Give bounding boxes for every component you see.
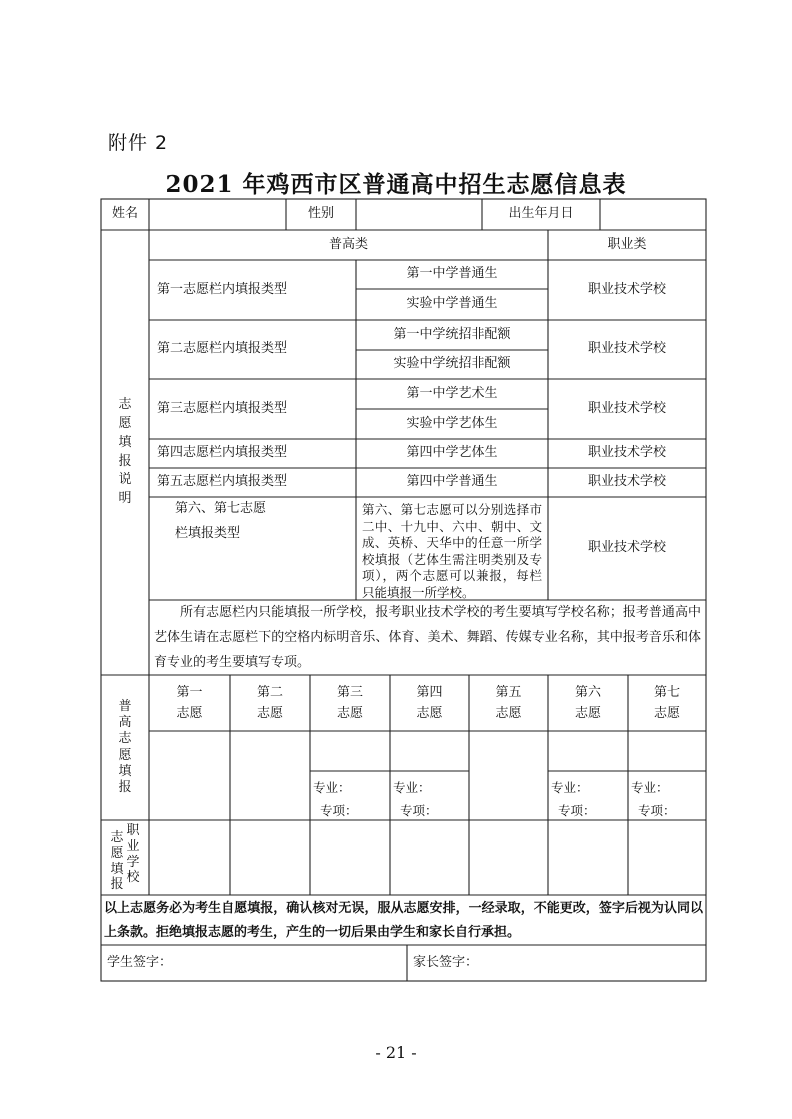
choice-type-5: 第五志愿栏内填报类型 xyxy=(157,474,288,490)
gender-label: 性别 xyxy=(307,206,334,222)
regular-choice-6-field[interactable] xyxy=(548,731,628,771)
vocational-choice-5-field[interactable] xyxy=(469,820,548,895)
attachment-label: 附件 2 xyxy=(108,132,169,154)
regular-column-header: 普高类 xyxy=(328,236,368,252)
choice-6-7-regular-note: 第六、第七志愿可以分别选择市二中、十九中、六中、朝中、文成、英桥、天华中的任意一所学校填报（艺体生需注明类别及专项），两个志愿可以兼报，每栏只能填报一所学校。 xyxy=(362,502,542,600)
choice-column-header-3: 第三 志愿 xyxy=(336,684,363,721)
choice-7-major-label: 专业： xyxy=(631,780,669,795)
general-note: 所有志愿栏内只能填报一所学校，报考职业技术学校的考生要填写学校名称；报考普通高中艺体生请在志愿栏下的空格内标明音乐、体育、美术、舞蹈、传媒专业名称，其中报考音乐和体育专业的考生要填写专项。 xyxy=(154,605,701,670)
choice-4-vocational: 职业技术学校 xyxy=(587,445,666,461)
choice-1-vocational: 职业技术学校 xyxy=(587,281,666,297)
choice-type-4: 第四志愿栏内填报类型 xyxy=(157,445,288,461)
vocational-choice-7-field[interactable] xyxy=(628,820,706,895)
regular-fill-section-label: 普 高 志 愿 填 报 xyxy=(118,698,132,795)
choice-column-header-5: 第五 志愿 xyxy=(495,684,522,721)
choice-4-item-label: 专项： xyxy=(400,803,438,818)
choice-3-item-label: 专项： xyxy=(320,803,358,818)
page-number: - 21 - xyxy=(375,1043,417,1062)
vocational-fill-section-label: 志 愿 填 报 职 业 学 校 xyxy=(110,823,140,893)
choice-type-6-7: 第六、第七志愿 栏填报类型 xyxy=(175,501,267,541)
choice-2-regular-a: 第一中学统招非配额 xyxy=(393,326,511,342)
choice-5-vocational: 职业技术学校 xyxy=(587,474,666,490)
student-signature[interactable]: 学生签字： xyxy=(107,954,173,970)
choice-column-header-6: 第六 志愿 xyxy=(574,684,601,721)
name-field[interactable] xyxy=(149,199,286,230)
regular-choice-5-field[interactable] xyxy=(469,731,548,820)
choice-7-item-label: 专项： xyxy=(638,803,676,818)
instructions-section-label: 志 愿 填 报 说 明 xyxy=(118,396,132,507)
choice-type-3: 第三志愿栏内填报类型 xyxy=(157,400,288,416)
choice-6-major-label: 专业： xyxy=(551,780,589,795)
choice-1-regular-a: 第一中学普通生 xyxy=(406,266,498,282)
birth-field[interactable] xyxy=(600,199,706,230)
choice-3-regular-a: 第一中学艺术生 xyxy=(406,385,498,401)
regular-choice-1-field[interactable] xyxy=(149,731,230,820)
vocational-choice-3-field[interactable] xyxy=(310,820,390,895)
choice-column-header-7: 第七 志愿 xyxy=(653,684,680,721)
regular-choice-2-field[interactable] xyxy=(230,731,310,820)
vocational-choice-2-field[interactable] xyxy=(230,820,310,895)
form-title: 2021 年鸡西市区普通高中招生志愿信息表 xyxy=(165,171,627,198)
gender-field[interactable] xyxy=(356,199,482,230)
choice-column-header-1: 第一 志愿 xyxy=(176,684,203,721)
vocational-choice-6-field[interactable] xyxy=(548,820,628,895)
choice-1-regular-b: 实验中学普通生 xyxy=(406,296,498,312)
choice-2-vocational: 职业技术学校 xyxy=(587,341,666,357)
parent-signature[interactable]: 家长签字： xyxy=(413,954,479,970)
choice-6-item-label: 专项： xyxy=(558,803,596,818)
regular-choice-3-field[interactable] xyxy=(310,731,390,771)
choice-3-vocational: 职业技术学校 xyxy=(587,400,666,416)
choice-3-regular-b: 实验中学艺体生 xyxy=(406,415,498,431)
birth-label: 出生年月日 xyxy=(508,206,574,222)
choice-4-regular: 第四中学艺体生 xyxy=(406,445,498,461)
name-label: 姓名 xyxy=(111,206,138,222)
choice-6-7-vocational: 职业技术学校 xyxy=(587,540,666,556)
regular-choice-7-field[interactable] xyxy=(628,731,706,771)
declaration-text: 以上志愿务必为考生自愿填报，确认核对无误，服从志愿安排，一经录取，不能更改，签字后视为认同以上条款。拒绝填报志愿的考生，产生的一切后果由学生和家长自行承担。 xyxy=(104,901,703,940)
regular-choice-4-field[interactable] xyxy=(390,731,469,771)
choice-column-header-4: 第四 志愿 xyxy=(416,684,443,721)
choice-type-1: 第一志愿栏内填报类型 xyxy=(157,281,288,297)
choice-5-regular: 第四中学普通生 xyxy=(406,474,498,490)
choice-3-major-label: 专业： xyxy=(313,780,351,795)
vocational-column-header: 职业类 xyxy=(607,236,647,252)
choice-type-2: 第二志愿栏内填报类型 xyxy=(157,341,288,357)
vocational-choice-4-field[interactable] xyxy=(390,820,469,895)
choice-4-major-label: 专业： xyxy=(393,780,431,795)
choice-2-regular-b: 实验中学统招非配额 xyxy=(393,356,511,372)
vocational-choice-1-field[interactable] xyxy=(149,820,230,895)
choice-column-header-2: 第二 志愿 xyxy=(256,684,283,721)
